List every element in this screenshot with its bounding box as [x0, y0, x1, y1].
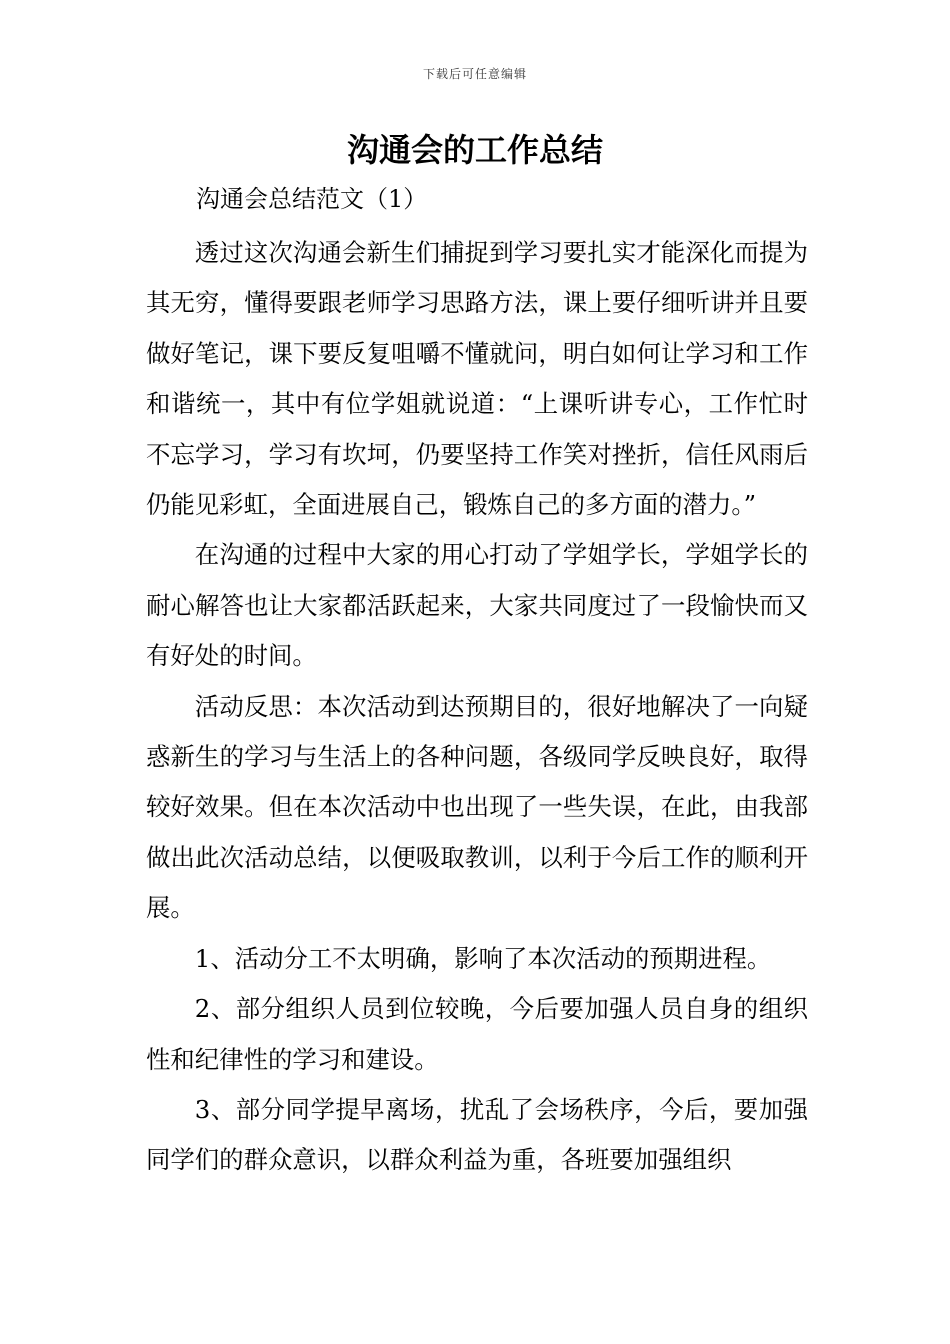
list-item: 1、活动分工不太明确，影响了本次活动的预期进程。 [194, 943, 772, 973]
section-subtitle: 沟通会总结范文（1） [196, 185, 428, 213]
list-item: 2、部分组织人员到位较晚，今后要加强人员自身的组织性和纪律性的学习和建设。 [146, 994, 808, 1074]
list-item: 3、部分同学提早离场，扰乱了会场秩序，今后，要加强同学们的群众意识，以群众利益为重，各班要加强组织 [146, 1094, 808, 1175]
document-title: 沟通会的工作总结 [346, 131, 603, 169]
paragraph: 活动反思：本次活动到达预期目的，很好地解决了一向疑惑新生的学习与生活上的各种问题，各级同学反映良好，取得较好效果。但在本次活动中也出现了一些失误，在此，由我部做出此次活动总结，以便吸取教训，以利于今后工作的顺利开展。 [146, 691, 808, 923]
document-body [146, 228, 808, 1186]
paragraph: 透过这次沟通会新生们捕捉到学习要扎实才能深化而提为其无穷，懂得要跟老师学习思路方法，课上要仔细听讲并且要做好笔记，课下要反复咀嚼不懂就问，明白如何让学习和工作和谐统一，其中有位学姐就说道：“上课听讲专心，工作忙时不忘学习，学习有坎坷，仍要坚持工作笑对挫折，信任风雨后仍能见彩虹，全面进展自己，锻炼自己的多方面的潜力。” [146, 238, 808, 520]
paragraph: 在沟通的过程中大家的用心打动了学姐学长，学姐学长的耐心解答也让大家都活跃起来，大家共同度过了一段愉快而又有好处的时间。 [146, 540, 808, 671]
header-note: 下载后可任意编辑 [422, 67, 527, 81]
